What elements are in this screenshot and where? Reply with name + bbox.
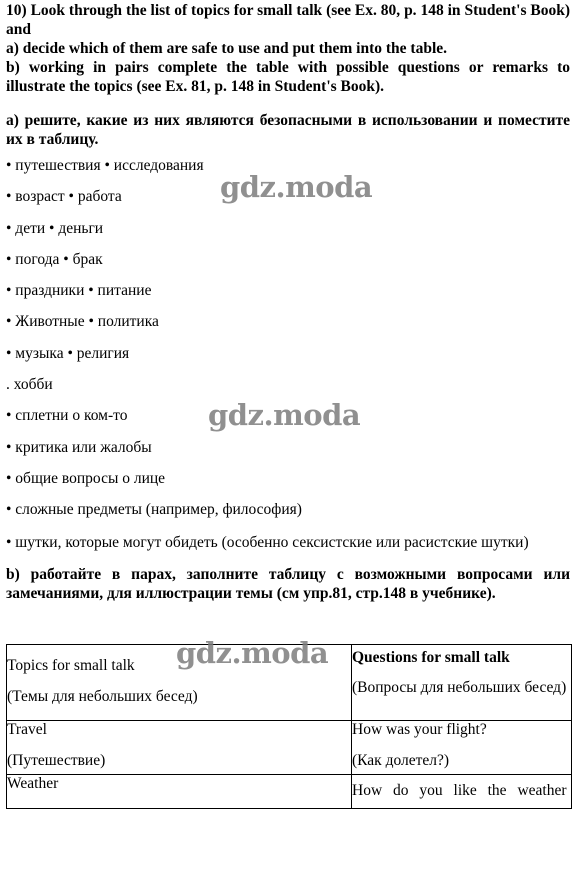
- list-item: • погода • брак: [6, 250, 103, 268]
- topics-list: [6, 157, 570, 552]
- list-item: • общие вопросы о лице: [6, 469, 166, 487]
- list-item: • праздники • питание: [6, 282, 152, 300]
- document-page: [6, 0, 570, 603]
- watermark-logo: gdz.moda: [176, 636, 329, 670]
- task-line-2: a) decide which of them are safe to use and put them into the table.: [6, 40, 448, 57]
- table-cell-topic: [7, 721, 352, 775]
- list-item: . хобби: [6, 376, 53, 394]
- section-a-heading: а) решите, какие из них являются безопасными в использовании и поместите их в таблицу.: [6, 112, 570, 148]
- table-cell-question: [352, 721, 572, 775]
- watermark-logo: gdz.moda: [220, 170, 373, 204]
- header-topics-ru: (Темы для небольших бесед): [7, 688, 198, 705]
- task-instructions: [6, 1, 570, 96]
- question-en: How was your flight?: [352, 721, 487, 738]
- question-ru: (Как долетел?): [352, 752, 450, 769]
- table-row: [7, 721, 572, 775]
- topic-ru: (Путешествие): [7, 752, 106, 769]
- list-item: • путешествия • исследования: [6, 157, 204, 174]
- table-cell-question: [352, 775, 572, 809]
- watermark-logo: gdz.moda: [208, 398, 361, 432]
- task-line-3: b) working in pairs complete the table with possible questions or remarks to illustrate the topics (see Ex. 81, p. 148 in Student's Book).: [6, 59, 570, 95]
- topic-en: Travel: [7, 721, 47, 738]
- table-header-questions: [352, 645, 572, 721]
- list-item: • шутки, которые могут обидеть (особенно сексистские или расистские шутки): [6, 533, 529, 551]
- list-item: • сложные предметы (например, философия): [6, 501, 302, 519]
- list-item: • Животные • политика: [6, 313, 159, 331]
- small-talk-table: [6, 644, 572, 809]
- header-topics-en: Topics for small talk: [7, 657, 135, 674]
- list-item: • сплетни о ком-то: [6, 407, 128, 425]
- table-row: [7, 775, 572, 809]
- topic-en: Weather: [7, 775, 59, 792]
- task-line-1: 10) Look through the list of topics for small talk (see Ex. 80, p. 148 in Student's Book) and: [6, 2, 570, 38]
- list-item: • критика или жалобы: [6, 438, 152, 456]
- table-header-topics: [7, 645, 352, 721]
- table-cell-topic: [7, 775, 352, 809]
- header-questions-en: Questions for small talk: [352, 649, 510, 666]
- question-en: How do you like the weather: [352, 782, 567, 799]
- list-item: • музыка • религия: [6, 344, 130, 362]
- list-item: • возраст • работа: [6, 188, 122, 206]
- header-questions-ru: (Вопросы для небольших бесед): [352, 679, 567, 696]
- section-b-heading: b) работайте в парах, заполните таблицу с возможными вопросами или замечаниями, для иллюстрации темы (см упр.81, стр.148 в учебнике).: [6, 565, 570, 602]
- table-header-row: [7, 645, 572, 721]
- list-item: • дети • деньги: [6, 219, 104, 237]
